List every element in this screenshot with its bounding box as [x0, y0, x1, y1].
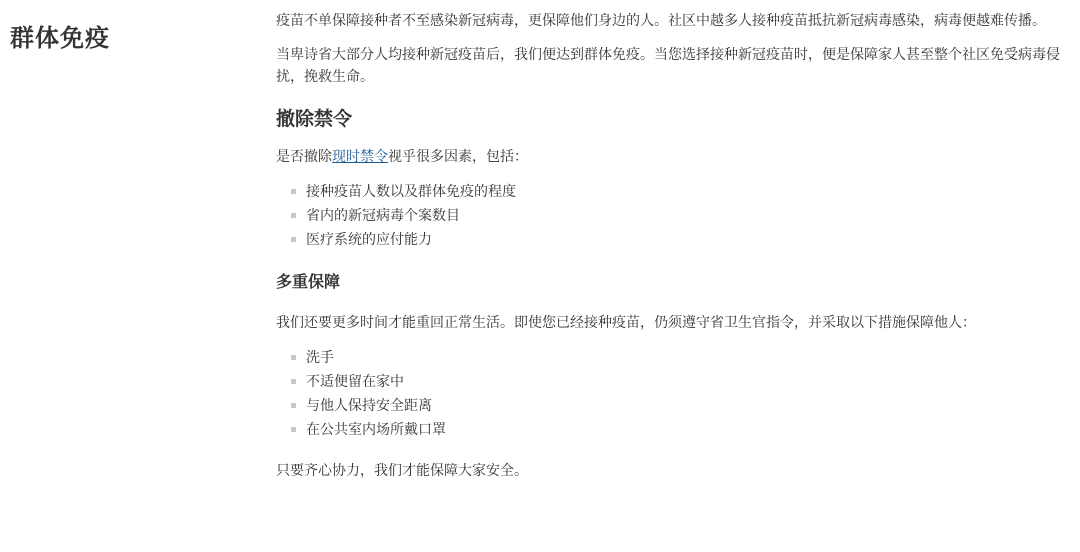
list-item-text: 接种疫苗人数以及群体免疫的程度 [306, 184, 516, 200]
bullet-icon [291, 379, 296, 384]
list-item [276, 394, 1066, 418]
lifting-text-before: 是否撤除 [276, 149, 332, 165]
list-item [276, 418, 1066, 442]
list-item [276, 228, 1066, 252]
protection-measures-list [276, 346, 1066, 442]
bullet-icon [291, 237, 296, 242]
lifting-restrictions-intro [276, 146, 1066, 168]
bullet-icon [291, 213, 296, 218]
bullet-icon [291, 403, 296, 408]
current-restrictions-link[interactable]: 现时禁令 [332, 149, 388, 165]
list-item-text: 在公共室内场所戴口罩 [306, 422, 446, 438]
layers-of-protection-heading: 多重保障 [276, 272, 341, 291]
list-item [276, 204, 1066, 228]
lifting-factors-list [276, 180, 1066, 252]
lifting-restrictions-heading: 撤除禁令 [276, 108, 353, 130]
closing-paragraph: 只要齐心协力，我们才能保障大家安全。 [276, 463, 528, 479]
layers-intro: 我们还要更多时间才能重回正常生活。即使您已经接种疫苗，仍须遵守省卫生官指令，并采取以下措施保障他人： [276, 315, 976, 331]
bullet-icon [291, 427, 296, 432]
lifting-text-after: 视乎很多因素，包括： [388, 149, 528, 165]
list-item-text: 与他人保持安全距离 [306, 398, 432, 414]
list-item [276, 180, 1066, 204]
list-item-text: 医疗系统的应付能力 [306, 232, 432, 248]
intro-paragraph-2: 当卑诗省大部分人均接种新冠疫苗后，我们便达到群体免疫。当您选择接种新冠疫苗时，便是保障家人甚至整个社区免受病毒侵扰，挽救生命。 [276, 47, 1060, 85]
main-content [276, 10, 1066, 492]
list-item [276, 370, 1066, 394]
list-item-text: 不适便留在家中 [306, 374, 404, 390]
list-item-text: 省内的新冠病毒个案数目 [306, 208, 460, 224]
bullet-icon [291, 189, 296, 194]
list-item [276, 346, 1066, 370]
bullet-icon [291, 355, 296, 360]
section-title: 群体免疫 [10, 24, 110, 52]
list-item-text: 洗手 [306, 350, 334, 366]
intro-paragraph-1: 疫苗不单保障接种者不至感染新冠病毒，更保障他们身边的人。社区中越多人接种疫苗抵抗新冠病毒感染，病毒便越难传播。 [276, 13, 1046, 29]
